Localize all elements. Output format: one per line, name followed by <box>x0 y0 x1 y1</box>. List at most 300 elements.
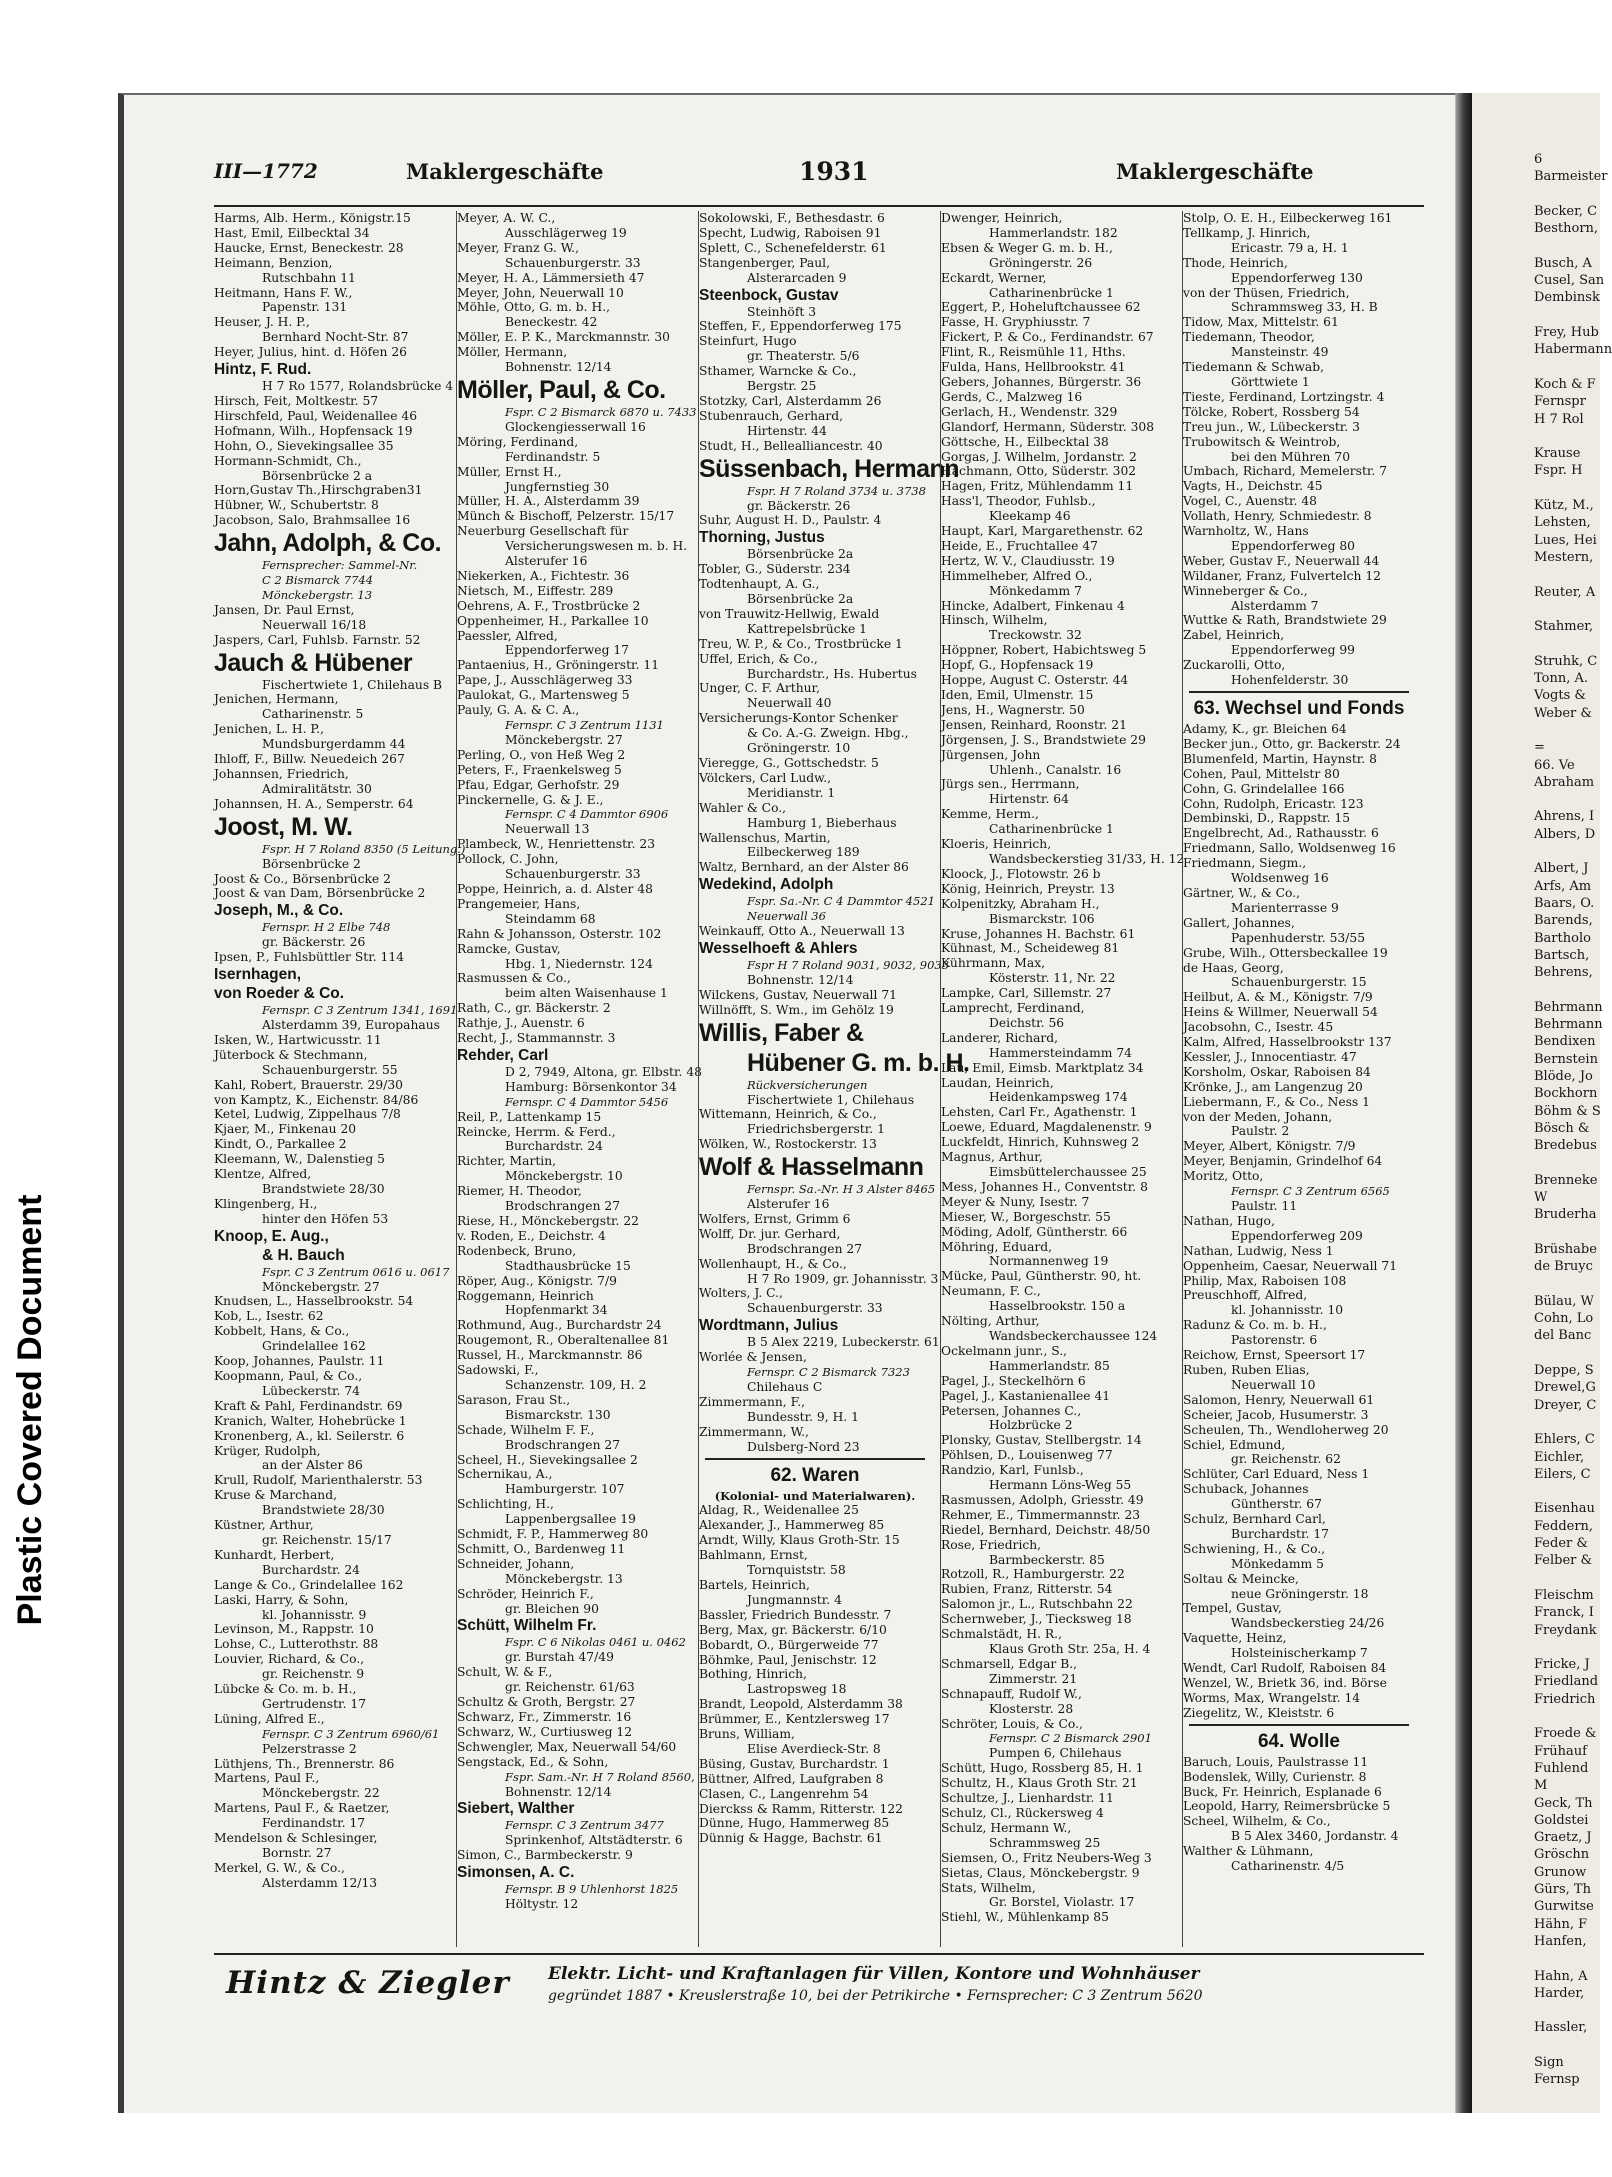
adjacent-page-line: Bendixen <box>1534 1034 1596 1050</box>
directory-entry: Wolters, J. C., <box>699 1286 783 1301</box>
adjacent-page-line: Barends, <box>1534 913 1593 929</box>
directory-entry: Weinkauff, Otto A., Neuerwall 13 <box>699 924 905 939</box>
directory-entry: Preuschhoff, Alfred, <box>1183 1288 1308 1303</box>
directory-entry: Bobardt, O., Bürgerweide 77 <box>699 1637 879 1652</box>
directory-entry: Deichstr. 56 <box>989 1015 1065 1030</box>
directory-entry: Schulz, Bernhard Carl, <box>1183 1512 1326 1527</box>
directory-entry: Martens, Paul F., & Raetzer, <box>214 1801 390 1816</box>
directory-entry: Blumenfeld, Martin, Haynstr. 8 <box>1183 751 1377 766</box>
directory-entry: Rougemont, R., Oberaltenallee 81 <box>457 1333 670 1348</box>
directory-entry: Fernspr. C 3 Zentrum 6565 <box>1231 1184 1390 1199</box>
directory-entry: Hamburgerstr. 107 <box>505 1482 625 1497</box>
directory-entry: Cohn, Rudolph, Ericastr. 123 <box>1183 796 1364 811</box>
directory-entry: Siebert, Walther <box>457 1800 575 1818</box>
directory-entry: B 5 Alex 2219, Lubeckerstr. 61 <box>747 1335 940 1350</box>
directory-entry: Vaquette, Heinz, <box>1183 1631 1287 1646</box>
directory-entry: Fernsprecher: Sammel-Nr. <box>262 558 418 573</box>
directory-entry: Eppendorferweg 130 <box>1231 270 1363 285</box>
directory-entry: neue Gröningerstr. 18 <box>1231 1586 1369 1601</box>
directory-entry: Sprinkenhof, Altstädterstr. 6 <box>505 1833 683 1848</box>
directory-entry: gr. Reichenstr. 9 <box>262 1667 365 1682</box>
advertisement-address: gegründet 1887 • Kreuslerstraße 10, bei der Petrikirche • Fernsprecher: C 3 Zentrum 5620 <box>548 1988 1203 2004</box>
adjacent-page-line: Bruderha <box>1534 1207 1597 1223</box>
adjacent-page-line: Bockhorn <box>1534 1086 1598 1102</box>
directory-entry: Lappenbergsallee 19 <box>505 1512 636 1527</box>
directory-entry: Papenstr. 131 <box>262 300 348 315</box>
adjacent-page-line: Felber & <box>1534 1553 1593 1569</box>
directory-entry: Büsing, Gustav, Burchardstr. 1 <box>699 1756 890 1771</box>
directory-entry: Randzio, Karl, Funlsb., <box>941 1463 1084 1478</box>
directory-entry: Louvier, Richard, & Co., <box>214 1652 365 1667</box>
directory-entry: Schauenburgerstr. 33 <box>505 867 641 882</box>
directory-entry: Wildaner, Franz, Fulvertelch 12 <box>1183 568 1381 583</box>
directory-entry: Kolpenitzky, Abraham H., <box>941 896 1100 911</box>
directory-entry: Scheel, Wilhelm, & Co., <box>1183 1814 1331 1829</box>
directory-entry: Hohn, O., Sievekingsallee 35 <box>214 438 394 453</box>
page-number: III—1772 <box>214 159 318 183</box>
directory-entry: Krull, Rudolf, Marienthalerstr. 53 <box>214 1473 423 1488</box>
directory-entry: Lüthjens, Th., Brennerstr. 86 <box>214 1756 395 1771</box>
adjacent-page-line: Abraham <box>1534 774 1595 790</box>
section-divider <box>705 1458 925 1460</box>
directory-entry: Pelzerstrasse 2 <box>262 1741 357 1756</box>
directory-entry: Klentze, Alfred, <box>214 1167 312 1182</box>
directory-entry: Jenichen, L. H. P., <box>214 722 325 737</box>
directory-entry: Mieser, W., Borgeschstr. 55 <box>941 1209 1111 1224</box>
directory-entry: Cohen, Paul, Mittelstr 80 <box>1183 766 1340 781</box>
adjacent-page-line: Gurwitse <box>1534 1899 1594 1915</box>
directory-entry: Worlée & Jensen, <box>699 1350 807 1365</box>
directory-entry: gr. Reichenstr. 15/17 <box>262 1532 392 1547</box>
adjacent-page-line: Weber & <box>1534 705 1592 721</box>
directory-entry: Treu jun., W., Lübeckerstr. 3 <box>1183 419 1360 434</box>
directory-entry: Fernspr. C 2 Bismarck 7323 <box>747 1365 910 1380</box>
directory-entry: Bothing, Hinrich, <box>699 1667 807 1682</box>
directory-entry: Rothmund, Aug., Burchardstr 24 <box>457 1318 662 1333</box>
directory-entry: Hermann Löns-Weg 55 <box>989 1478 1132 1493</box>
directory-entry: Tölcke, Robert, Rossberg 54 <box>1183 404 1360 419</box>
directory-entry: Eppendorferweg 99 <box>1231 643 1356 658</box>
directory-entry: Kjaer, M., Finkenau 20 <box>214 1122 357 1137</box>
directory-entry: Ipsen, P., Fuhlsbüttler Str. 114 <box>214 950 405 965</box>
directory-entry: Kindt, O., Parkallee 2 <box>214 1137 347 1152</box>
directory-entry: Schröter, Louis, & Co., <box>941 1716 1083 1731</box>
directory-entry: Heins & Willmer, Neuerwall 54 <box>1183 1005 1378 1020</box>
directory-entry: Alsterdamm 39, Europahaus <box>262 1017 440 1032</box>
directory-entry: Alsterdamm 7 <box>1231 598 1319 613</box>
directory-entry: de Haas, Georg, <box>1183 960 1284 975</box>
directory-entry: Catharinenbrücke 1 <box>989 822 1114 837</box>
directory-entry: Berg, Max, gr. Bäckerstr. 6/10 <box>699 1622 887 1637</box>
directory-entry: Weber, Gustav F., Neuerwall 44 <box>1183 553 1380 568</box>
directory-entry: Bornstr. 27 <box>262 1846 332 1860</box>
directory-entry: Tiedemann & Schwab, <box>1183 360 1325 375</box>
directory-entry: Möhle, Otto, G. m. b. H., <box>457 300 611 315</box>
directory-entry: Schulz, Cl., Rückersweg 4 <box>941 1805 1104 1820</box>
directory-entry: Fernspr. C 4 Dammtor 5456 <box>505 1094 669 1109</box>
directory-entry: Todtenhaupt, A. G., <box>699 577 820 592</box>
directory-entry: Mönckebergstr. 13 <box>262 587 373 602</box>
adjacent-page-line: Behrmann <box>1534 999 1603 1015</box>
directory-entry: Börsenbrücke 2a <box>747 547 854 562</box>
directory-entry: Mönckebergstr. 27 <box>505 732 623 747</box>
directory-entry: Fernspr. C 3 Zentrum 6960/61 <box>262 1726 440 1741</box>
directory-entry: Burchardstr., Hs. Hubertus <box>747 666 917 681</box>
adjacent-page-line: Bernstein <box>1534 1051 1598 1067</box>
directory-entry: Baruch, Louis, Paulstrasse 11 <box>1183 1754 1369 1769</box>
directory-entry: Hirtenstr. 44 <box>747 423 827 438</box>
directory-entry: Lüning, Alfred E., <box>214 1711 325 1726</box>
directory-entry: Alexander, J., Hammerweg 85 <box>699 1518 885 1533</box>
directory-entry: Schütt, Wilhelm Fr. <box>457 1617 597 1635</box>
directory-entry: Möring, Ferdinand, <box>457 434 579 449</box>
directory-entry: Zuckarolli, Otto, <box>1183 658 1286 673</box>
adjacent-page-line: Reuter, A <box>1534 584 1596 600</box>
header-year: 1931 <box>799 157 869 186</box>
adjacent-page-line: Deppe, S <box>1534 1363 1594 1378</box>
directory-entry: Neuerburg Gesellschaft für <box>457 524 629 539</box>
directory-entry: Kattrepelsbrücke 1 <box>747 621 867 636</box>
directory-entry: Wilckens, Gustav, Neuerwall 71 <box>699 987 897 1002</box>
directory-entry: Mönckebergstr. 22 <box>262 1786 380 1801</box>
directory-entry: Heyer, Julius, hint. d. Höfen 26 <box>214 345 407 360</box>
directory-entry: Simonsen, A. C. <box>457 1864 575 1882</box>
directory-entry: Martens, Paul F., <box>214 1771 320 1786</box>
directory-entry: Hopfenmarkt 34 <box>505 1303 608 1318</box>
directory-entry: Isken, W., Hartwicusstr. 11 <box>214 1032 382 1047</box>
directory-entry: Eppendorferweg 209 <box>1231 1228 1363 1243</box>
directory-entry: Müller, H. A., Alsterdamm 39 <box>457 494 640 509</box>
directory-entry: Ramcke, Gustav, <box>457 941 561 956</box>
directory-entry: C 2 Bismarck 7744 <box>262 573 374 588</box>
adjacent-page-line: Blöde, Jo <box>1534 1068 1593 1084</box>
directory-entry: Leopold, Harry, Reimersbrücke 5 <box>1183 1799 1391 1814</box>
directory-entry: Nathan, Hugo, <box>1183 1213 1275 1228</box>
directory-entry: Jacobson, Salo, Brahmsallee 16 <box>214 513 411 528</box>
directory-entry: Becker jun., Otto, gr. Backerstr. 24 <box>1183 736 1401 751</box>
directory-entry: Hammersteindamm 74 <box>989 1045 1132 1060</box>
directory-entry: Engelbrecht, Ad., Rathausstr. 6 <box>1183 826 1379 841</box>
header-rule <box>214 205 1424 207</box>
directory-entry: gr. Burstah 47/49 <box>505 1650 614 1665</box>
directory-entry: König, Heinrich, Preystr. 13 <box>941 881 1115 896</box>
directory-entry: Iden, Emil, Ulmenstr. 15 <box>941 688 1094 702</box>
directory-entry: Pagel, J., Kastanienallee 41 <box>941 1388 1111 1403</box>
directory-entry: Wolff, Dr. jur. Gerhard, <box>699 1226 841 1241</box>
adjacent-page-line: Vogts & <box>1534 688 1586 704</box>
directory-entry: Marienterrasse 9 <box>1231 900 1339 915</box>
directory-entry: Siemsen, O., Fritz Neubers-Weg 3 <box>941 1850 1152 1865</box>
directory-entry: Börsenbrücke 2 a <box>262 468 373 483</box>
directory-entry: Schwiening, H., & Co., <box>1183 1541 1326 1556</box>
directory-entry: Gebers, Johannes, Bürgerstr. 36 <box>941 374 1142 389</box>
directory-entry: Alsterarcaden 9 <box>747 270 847 285</box>
directory-entry: Jacobsohn, C., Isestr. 45 <box>1183 1020 1334 1035</box>
directory-entry: Wenzel, W., Brietk 36, ind. Börse <box>1183 1676 1387 1690</box>
directory-entry: Stats, Wilhelm, <box>941 1880 1036 1895</box>
adjacent-page-line: Koch & F <box>1534 376 1596 392</box>
directory-entry: Hoppe, August C. Osterstr. 44 <box>941 673 1129 688</box>
directory-entry: Merkel, G. W., & Co., <box>214 1860 345 1875</box>
directory-entry: Holzbrücke 2 <box>989 1418 1073 1433</box>
directory-entry: Fernspr. C 3 Zentrum 1341, 1691 <box>262 1003 458 1018</box>
directory-entry: Mönkedamm 7 <box>989 583 1082 598</box>
directory-entry: Tempel, Gustav, <box>1183 1601 1282 1616</box>
directory-entry: Kessler, J., Innocentiastr. 47 <box>1183 1049 1357 1064</box>
adjacent-page-line: Eilers, C <box>1534 1466 1591 1482</box>
directory-entry: Zabel, Heinrich, <box>1183 628 1285 643</box>
adjacent-page-line: Fleischm <box>1534 1587 1594 1603</box>
directory-entry: Kloeris, Heinrich, <box>941 837 1052 852</box>
directory-entry: Kührmann, Max, <box>941 956 1046 971</box>
directory-entry: Fischertwiete 1, Chilehaus <box>747 1092 915 1107</box>
directory-entry: Schauenburgerstr. 33 <box>505 255 641 270</box>
directory-entry: Jörgensen, J. S., Brandstwiete 29 <box>941 732 1146 747</box>
footer-rule <box>214 1953 1424 1955</box>
directory-entry: Schröder, Heinrich F., <box>457 1586 594 1601</box>
directory-entry: Johannsen, H. A., Semperstr. 64 <box>214 796 414 811</box>
directory-entry: Soltau & Meincke, <box>1183 1571 1299 1586</box>
directory-entry: Kranich, Walter, Hohebrücke 1 <box>214 1413 407 1428</box>
directory-entry: Neuerwall 16/18 <box>262 617 367 632</box>
adjacent-page-line: Cusel, San <box>1534 273 1605 289</box>
directory-entry: Catharinenstr. 5 <box>262 707 364 722</box>
directory-entry: Peters, F., Fraenkelsweg 5 <box>457 762 622 777</box>
directory-entry: Heide, E., Fruchtallee 47 <box>941 538 1098 553</box>
adjacent-page-line: Krause <box>1534 446 1581 462</box>
directory-entry: Zimmermann, F., <box>699 1394 806 1409</box>
directory-entry: Papenhuderstr. 53/55 <box>1231 930 1366 945</box>
directory-entry: Knoop, E. Aug., <box>214 1227 329 1245</box>
directory-entry: Zimmerstr. 21 <box>989 1671 1078 1686</box>
directory-entry: gr. Reichenstr. 62 <box>1231 1452 1341 1467</box>
directory-entry: Kleemann, W., Dalenstieg 5 <box>214 1152 385 1167</box>
directory-entry: Haucke, Ernst, Beneckestr. 28 <box>214 240 404 255</box>
directory-entry: Schultz, H., Klaus Groth Str. 21 <box>941 1776 1138 1791</box>
directory-entry: Willis, Faber & <box>699 1018 864 1047</box>
directory-entry: Philip, Max, Raboisen 108 <box>1183 1273 1347 1288</box>
directory-entry: Adamy, K., gr. Bleichen 64 <box>1183 722 1347 736</box>
directory-entry: Pfau, Edgar, Gerhofstr. 29 <box>457 777 620 792</box>
directory-entry: Mansteinstr. 49 <box>1231 345 1329 360</box>
directory-entry: Lehsten, Carl Fr., Agathenstr. 1 <box>941 1105 1138 1120</box>
directory-entry: Schmarsell, Edgar B., <box>941 1656 1078 1671</box>
directory-column-1 <box>214 211 466 1947</box>
directory-entry: Wahler & Co., <box>699 800 787 815</box>
directory-entry: Jauch & Hübener <box>214 648 413 677</box>
directory-entry: Hirtenstr. 64 <box>989 792 1069 807</box>
directory-entry: Brümmer, E., Kentzlersweg 17 <box>699 1712 890 1727</box>
directory-entry: Kloock, J., Flotowstr. 26 b <box>941 866 1101 881</box>
directory-entry: Ruben, Ruben Elias, <box>1183 1362 1310 1377</box>
directory-entry: Hass'l, Theodor, Fuhlsb., <box>941 494 1096 509</box>
directory-entry: Schrammsweg 25 <box>989 1835 1101 1850</box>
directory-entry: Jahn, Adolph, & Co. <box>214 529 442 558</box>
directory-entry: Treu, W. P., & Co., Trostbrücke 1 <box>699 636 903 651</box>
directory-entry: Hirsch, Feit, Moltkestr. 57 <box>214 393 379 408</box>
directory-entry: Bismarckstr. 130 <box>505 1407 611 1422</box>
directory-entry: Ockelmann junr., S., <box>941 1343 1068 1358</box>
directory-entry: Stadthausbrücke 15 <box>505 1258 631 1273</box>
directory-entry: Görttwiete 1 <box>1231 374 1310 389</box>
directory-entry: Joseph, M., & Co. <box>214 902 344 920</box>
adjacent-page-line: Fernspr <box>1534 394 1586 410</box>
directory-entry: Vagts, H., Deichstr. 45 <box>1183 479 1323 494</box>
directory-entry: Fernspr. C 3 Zentrum 1131 <box>505 718 664 732</box>
directory-entry: Kobbelt, Hans, & Co., <box>214 1324 350 1339</box>
directory-entry: Gr. Borstel, Violastr. 17 <box>989 1895 1135 1910</box>
directory-entry: Gertrudenstr. 17 <box>262 1696 367 1711</box>
directory-entry: Chilehaus C <box>747 1380 823 1394</box>
directory-entry: Eppendorferweg 17 <box>505 643 630 658</box>
directory-entry: Ferdinandstr. 17 <box>262 1816 366 1831</box>
directory-entry: Specht, Ludwig, Raboisen 91 <box>699 225 882 240</box>
directory-entry: Kob, L., Isestr. 62 <box>214 1309 324 1324</box>
directory-entry: Tieste, Ferdinand, Lortzingstr. 4 <box>1183 389 1385 404</box>
directory-entry: Unger, C. F. Arthur, <box>699 681 820 696</box>
directory-entry: Alsterdamm 12/13 <box>262 1875 378 1890</box>
adjacent-page-line: Feddern, <box>1534 1518 1594 1534</box>
directory-entry: Schwengler, Max, Neuerwall 54/60 <box>457 1739 677 1754</box>
adjacent-page-line: Frühauf <box>1534 1743 1587 1759</box>
directory-entry: Hammerlandstr. 85 <box>989 1358 1110 1373</box>
directory-entry: (Kolonial- und Materialwaren). <box>714 1488 916 1503</box>
adjacent-page-line: Baars, O. <box>1534 895 1595 911</box>
directory-entry: Isernhagen, <box>214 966 301 984</box>
directory-entry: Koop, Johannes, Paulstr. 11 <box>214 1354 385 1369</box>
directory-entry: Mönkedamm 5 <box>1231 1556 1324 1571</box>
directory-entry: Kleekamp 46 <box>989 509 1071 524</box>
directory-entry: H 7 Ro 1577, Rolandsbrücke 4 <box>262 379 454 394</box>
adjacent-page-line: Arfs, Am <box>1534 878 1592 894</box>
directory-entry: Rehder, Carl <box>457 1046 549 1064</box>
directory-entry: Brodschrangen 27 <box>505 1199 621 1214</box>
directory-entry: Wandsbeckerchaussee 124 <box>989 1328 1158 1343</box>
adjacent-page-line: Struhk, C <box>1534 653 1598 669</box>
adjacent-page-line: Dembinsk <box>1534 290 1600 306</box>
directory-entry: Warnholtz, W., Hans <box>1183 524 1309 539</box>
directory-entry: Treckowstr. 32 <box>989 628 1082 643</box>
directory-entry: Joost & van Dam, Börsenbrücke 2 <box>214 886 426 901</box>
directory-entry: Grindelallee 162 <box>262 1339 366 1354</box>
directory-entry: Möller, Paul, & Co. <box>457 375 666 404</box>
directory-entry: Fernspr. C 4 Dammtor 6906 <box>505 807 669 822</box>
adjacent-page-line: Albert, J <box>1534 861 1589 877</box>
directory-entry: Sokolowski, F., Bethesdastr. 6 <box>699 211 885 225</box>
directory-entry: Jürgs sen., Herrmann, <box>941 777 1080 792</box>
advertisement-services: Elektr. Licht- und Kraftanlagen für Villen, Kontore und Wohnhäuser <box>548 1964 1200 1984</box>
directory-entry: Vogel, C., Auenstr. 48 <box>1183 494 1317 509</box>
adjacent-page-line: Stahmer, <box>1534 619 1594 635</box>
adjacent-page-line: Grunow <box>1534 1864 1587 1880</box>
adjacent-page-line: Cohn, Lo <box>1534 1311 1594 1327</box>
directory-entry: Röper, Aug., Königstr. 7/9 <box>457 1273 617 1288</box>
directory-entry: Eckardt, Werner, <box>941 270 1047 285</box>
directory-entry: Trubowitsch & Weintrob, <box>1183 434 1341 449</box>
directory-entry: Meyer, Benjamin, Grindelhof 64 <box>1183 1154 1383 1169</box>
directory-entry: Mönckebergstr. 27 <box>262 1279 380 1294</box>
adjacent-page-line: Lues, Hei <box>1534 532 1597 548</box>
adjacent-page-line: Freydank <box>1534 1622 1597 1638</box>
directory-entry: Eimsbüttelerchaussee 25 <box>989 1165 1147 1179</box>
directory-entry: Johannsen, Friedrich, <box>214 767 349 781</box>
section-divider <box>1189 691 1409 693</box>
adjacent-page-line: H 7 Rol <box>1534 411 1584 427</box>
directory-entry: Lamprecht, Ferdinand, <box>941 1001 1085 1016</box>
adjacent-page-line: Bartsch, <box>1534 947 1590 963</box>
directory-entry: Gärtner, W., & Co., <box>1183 885 1300 900</box>
directory-entry: Clasen, C., Langenrehm 54 <box>699 1786 869 1801</box>
directory-entry: Fspr. C 6 Nikolas 0461 u. 0462 <box>505 1635 686 1650</box>
directory-entry: Dünne, Hugo, Hammerweg 85 <box>699 1816 890 1831</box>
directory-entry: Wollenhaupt, H., & Co., <box>699 1256 847 1271</box>
directory-entry: Riemer, H. Theodor, <box>457 1184 582 1199</box>
directory-entry: Eilbeckerweg 189 <box>747 845 860 860</box>
directory-entry: Wolf & Hasselmann <box>699 1153 924 1182</box>
directory-entry: Neuerwall 10 <box>1231 1377 1316 1392</box>
directory-entry: Walther & Lühmann, <box>1183 1844 1314 1859</box>
directory-entry: Schlüter, Carl Eduard, Ness 1 <box>1183 1467 1370 1482</box>
directory-entry: Simon, C., Barmbeckerstr. 9 <box>457 1848 633 1863</box>
directory-entry: Fspr. C 2 Bismarck 6870 u. 7433 <box>505 404 697 419</box>
directory-entry: Kalm, Alfred, Hasselbrookstr 137 <box>1183 1035 1392 1050</box>
directory-column-2 <box>456 211 702 1947</box>
directory-entry: Schauenburgerstr. 33 <box>747 1301 883 1316</box>
directory-entry: Jens, H., Wagnerstr. 50 <box>941 702 1085 717</box>
directory-entry: Jansen, Dr. Paul Ernst, <box>214 602 355 617</box>
directory-entry: Fernspr. C 2 Bismarck 2901 <box>989 1731 1152 1746</box>
adjacent-page-line: Habermann <box>1534 342 1612 358</box>
directory-entry: Meyer, H. A., Lämmersieth 47 <box>457 270 645 285</box>
directory-entry: Korsholm, Oskar, Raboisen 84 <box>1183 1064 1371 1079</box>
side-label: Plastic Covered Document <box>11 1194 49 1626</box>
directory-entry: Schauenburgerstr. 15 <box>1231 975 1367 990</box>
directory-entry: Steenbock, Gustav <box>699 286 839 304</box>
directory-entry: gr. Bäckerstr. 26 <box>747 498 851 513</box>
directory-entry: Schernweber, J., Tiecksweg 18 <box>941 1612 1132 1627</box>
directory-entry: Sietas, Claus, Mönckebergstr. 9 <box>941 1865 1140 1880</box>
directory-entry: Rodenbeck, Bruno, <box>457 1243 577 1258</box>
directory-entry: Jenichen, Hermann, <box>214 692 339 707</box>
adjacent-page-line: Gröschn <box>1534 1847 1590 1863</box>
adjacent-page-line: Becker, C <box>1534 203 1598 219</box>
directory-entry: Wesselhoeft & Ahlers <box>699 939 858 957</box>
directory-entry: Müller, Ernst H., <box>457 464 562 479</box>
directory-entry: Perling, O., von Heß Weg 2 <box>457 747 626 762</box>
directory-entry: Meyer & Nuny, Isestr. 7 <box>941 1194 1090 1209</box>
directory-entry: Fspr. C 3 Zentrum 0616 u. 0617 <box>262 1264 450 1279</box>
directory-entry: Prangemeier, Hans, <box>457 896 581 911</box>
directory-entry: Schwarz, W., Curtiusweg 12 <box>457 1724 633 1739</box>
directory-entry: Göttsche, H., Eilbecktal 38 <box>941 434 1109 449</box>
adjacent-page-line: Frey, Hub <box>1534 325 1599 340</box>
directory-entry: Uhlenh., Canalstr. 16 <box>989 762 1122 777</box>
directory-entry: Aldag, R., Weidenallee 25 <box>699 1503 859 1518</box>
directory-entry: Friedmann, Sallo, Woldsenweg 16 <box>1183 841 1396 856</box>
directory-entry: Kunhardt, Herbert, <box>214 1547 335 1562</box>
directory-entry: Stotzky, Carl, Alsterdamm 26 <box>699 393 882 408</box>
directory-entry: Petersen, Johannes C., <box>941 1403 1082 1418</box>
directory-entry: Luckfeldt, Hinrich, Kuhnsweg 2 <box>941 1135 1140 1150</box>
directory-entry: Lohse, C., Lutterothstr. 88 <box>214 1637 379 1652</box>
directory-entry: Hamburg 1, Bieberhaus <box>747 815 897 830</box>
directory-entry: Neuerwall 36 <box>747 909 826 924</box>
adjacent-page-line: 66. Ve <box>1534 757 1575 773</box>
directory-entry: Tellkamp, J. Hinrich, <box>1183 225 1311 240</box>
directory-entry: Hormann-Schmidt, Ch., <box>214 453 362 468</box>
directory-entry: Bartels, Heinrich, <box>699 1577 810 1592</box>
directory-entry: Burchardstr. 24 <box>505 1139 603 1154</box>
